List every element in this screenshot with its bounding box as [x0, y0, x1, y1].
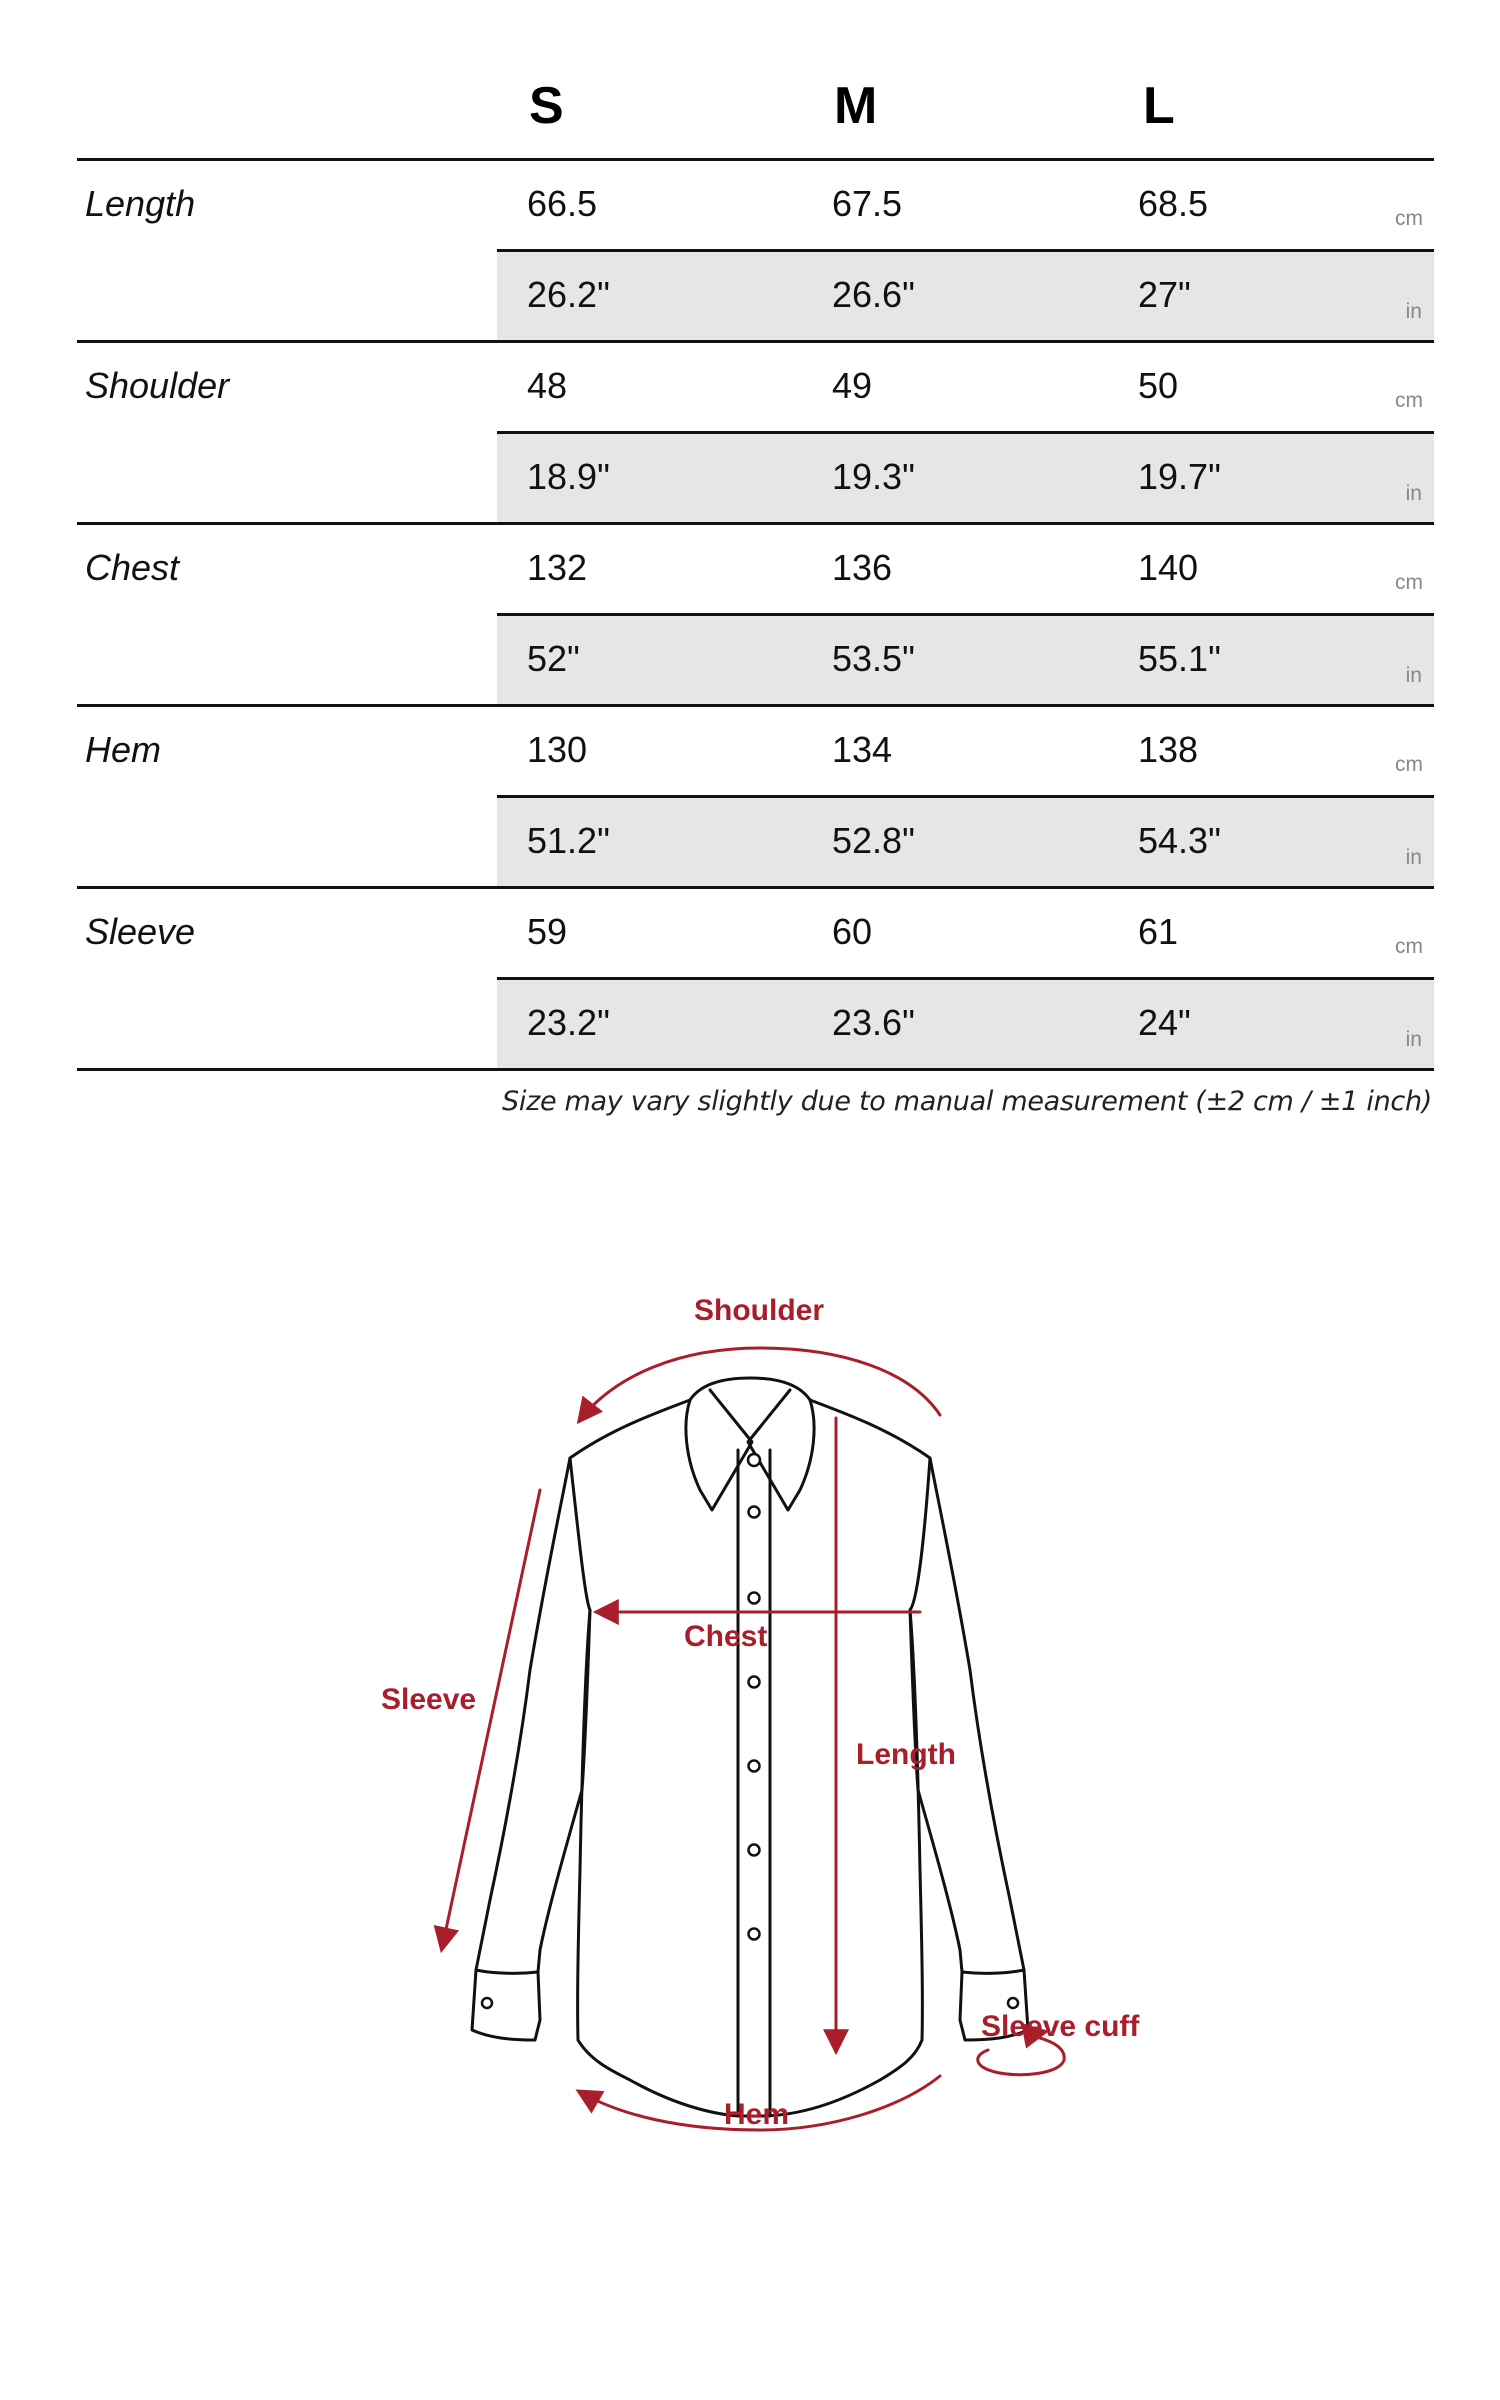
- value-s-in: 51.2": [527, 820, 610, 861]
- cm-row: [497, 161, 1434, 249]
- measure-row-shoulder: [77, 343, 1434, 525]
- cm-row: [497, 889, 1434, 977]
- group-divider: [77, 1068, 1434, 1071]
- size-header-s: S: [529, 77, 564, 135]
- shirt-buttons: [482, 1454, 1018, 2008]
- value-m-cm: 60: [832, 911, 873, 952]
- value-s-cm: 66.5: [527, 183, 598, 224]
- sleeve-label: Sleeve: [381, 1683, 477, 1716]
- value-l-in: 54.3": [1138, 820, 1221, 861]
- value-l-cm: 50: [1138, 365, 1179, 406]
- collar-right: [748, 1390, 814, 1510]
- sleeve-cuff-label: Sleeve cuff: [981, 2010, 1140, 2043]
- value-s-cm: 59: [527, 911, 568, 952]
- value-s-cm: 130: [527, 729, 588, 770]
- value-l-in: 27": [1138, 274, 1191, 315]
- value-m-cm: 67.5: [832, 183, 903, 224]
- row-label: Length: [85, 183, 196, 224]
- inch-row: [497, 616, 1434, 704]
- measure-row-chest: [77, 525, 1434, 707]
- unit-in: in: [1405, 664, 1422, 687]
- value-l-cm: 68.5: [1138, 183, 1209, 224]
- inch-row: [497, 434, 1434, 522]
- left-sleeve-inner: [538, 1610, 590, 1972]
- chest-label: Chest: [684, 1620, 768, 1653]
- button-icon: [749, 1677, 760, 1688]
- unit-in: in: [1405, 1028, 1422, 1051]
- row-label: Chest: [85, 547, 180, 588]
- button-icon: [749, 1845, 760, 1856]
- inch-row: [497, 980, 1434, 1068]
- value-s-in: 23.2": [527, 1002, 610, 1043]
- measure-row-length: [77, 161, 1434, 343]
- cm-row: [497, 343, 1434, 431]
- collar-band: [690, 1378, 810, 1400]
- value-l-cm: 138: [1138, 729, 1199, 770]
- value-m-cm: 134: [832, 729, 893, 770]
- cm-row: [497, 525, 1434, 613]
- left-sleeve-outer: [476, 1400, 690, 1970]
- shirt-measurement-diagram: [0, 1250, 1500, 2150]
- button-icon: [749, 1929, 760, 1940]
- value-l-cm: 140: [1138, 547, 1199, 588]
- unit-in: in: [1405, 300, 1422, 323]
- value-m-in: 52.8": [832, 820, 915, 861]
- shirt-illustration: [0, 1250, 1500, 2150]
- shoulder-label: Shoulder: [694, 1294, 825, 1327]
- size-header-m: M: [834, 77, 878, 135]
- right-sleeve-outer: [810, 1400, 1024, 1970]
- size-header-l: L: [1143, 77, 1175, 135]
- value-m-in: 26.6": [832, 274, 915, 315]
- unit-cm: cm: [1395, 935, 1423, 958]
- unit-cm: cm: [1395, 571, 1423, 594]
- hem-label: Hem: [724, 2098, 790, 2131]
- unit-cm: cm: [1395, 389, 1423, 412]
- row-label: Sleeve: [85, 911, 196, 952]
- button-icon: [748, 1454, 760, 1466]
- button-icon: [749, 1507, 760, 1518]
- button-icon: [749, 1593, 760, 1604]
- right-sleeve-inner: [910, 1610, 962, 1972]
- value-m-cm: 136: [832, 547, 893, 588]
- value-l-in: 24": [1138, 1002, 1191, 1043]
- measure-row-sleeve: [77, 889, 1434, 1071]
- cm-row: [497, 707, 1434, 795]
- value-m-in: 53.5": [832, 638, 915, 679]
- inch-row: [497, 798, 1434, 886]
- value-s-in: 18.9": [527, 456, 610, 497]
- unit-cm: cm: [1395, 753, 1423, 776]
- shoulder-arrow: [580, 1348, 940, 1420]
- value-m-in: 23.6": [832, 1002, 915, 1043]
- value-s-in: 52": [527, 638, 580, 679]
- value-l-cm: 61: [1138, 911, 1179, 952]
- value-m-in: 19.3": [832, 456, 915, 497]
- left-body-side: [570, 1458, 590, 2040]
- unit-in: in: [1405, 482, 1422, 505]
- measure-row-hem: [77, 707, 1434, 889]
- cuff-button-icon: [1008, 1998, 1018, 2008]
- value-l-in: 55.1": [1138, 638, 1221, 679]
- length-label: Length: [856, 1738, 956, 1771]
- row-label: Shoulder: [85, 365, 230, 406]
- value-m-cm: 49: [832, 365, 873, 406]
- value-l-in: 19.7": [1138, 456, 1221, 497]
- button-icon: [749, 1761, 760, 1772]
- unit-in: in: [1405, 846, 1422, 869]
- cuff-button-icon: [482, 1998, 492, 2008]
- value-s-cm: 48: [527, 365, 568, 406]
- row-label: Hem: [85, 729, 162, 770]
- sleeve-arrow: [442, 1490, 540, 1948]
- value-s-cm: 132: [527, 547, 588, 588]
- collar-left: [686, 1390, 752, 1510]
- measurement-note: Size may vary slightly due to manual measurement (±2 cm / ±1 inch): [502, 1086, 1432, 1117]
- unit-cm: cm: [1395, 207, 1423, 230]
- inch-row: [497, 252, 1434, 340]
- value-s-in: 26.2": [527, 274, 610, 315]
